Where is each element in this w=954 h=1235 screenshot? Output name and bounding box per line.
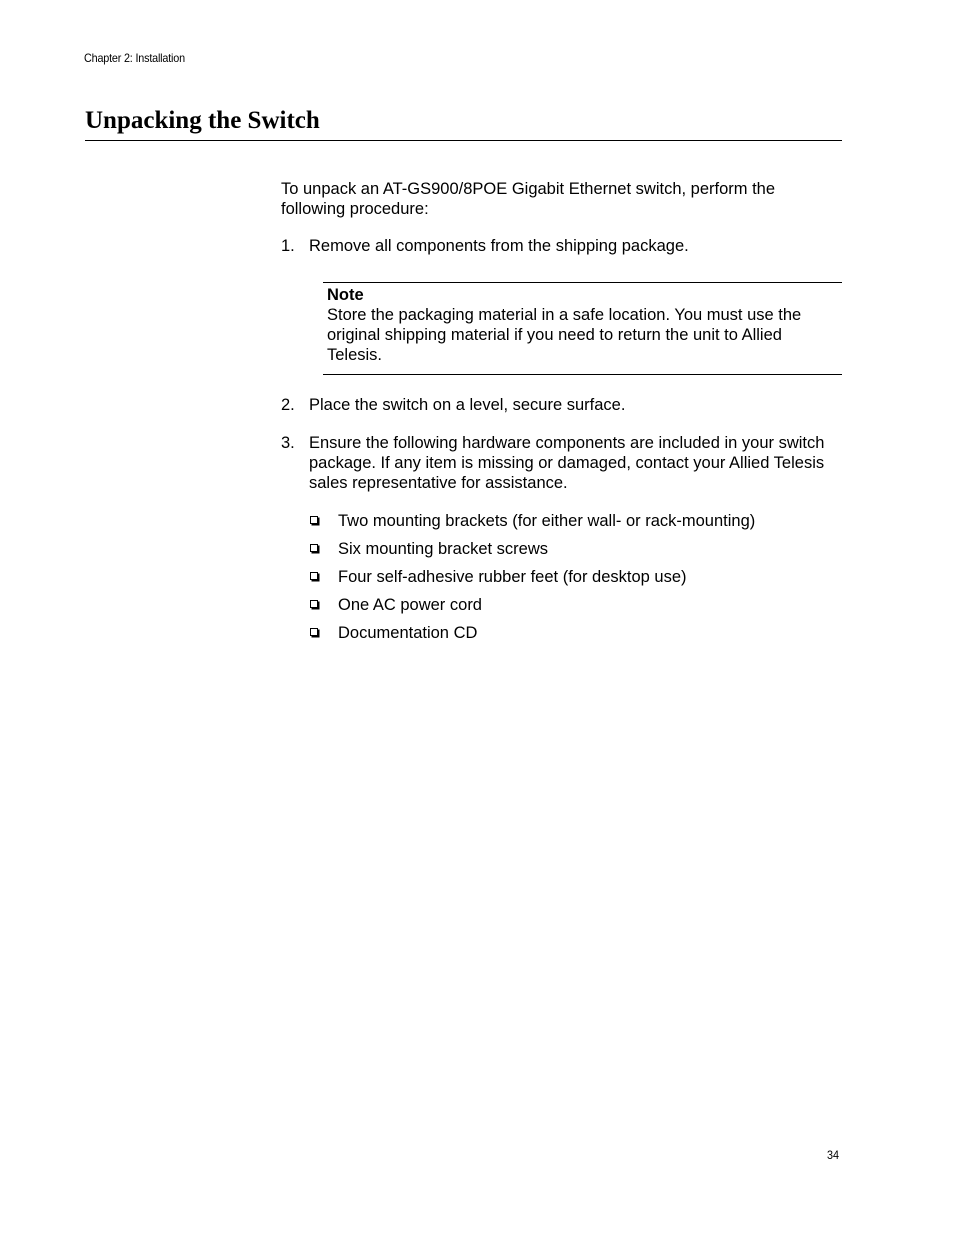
checkbox-bullet-icon xyxy=(310,600,318,608)
checkbox-bullet-icon xyxy=(310,628,318,636)
step-number: 2. xyxy=(281,396,295,414)
component-text: Documentation CD xyxy=(338,624,478,642)
component-text: One AC power cord xyxy=(338,596,482,614)
component-text: Four self-adhesive rubber feet (for desktop use) xyxy=(338,568,687,586)
note-box xyxy=(323,282,842,375)
step-number: 1. xyxy=(281,237,295,255)
component-text: Six mounting bracket screws xyxy=(338,540,548,558)
step-text: Place the switch on a level, secure surface. xyxy=(309,396,626,414)
section-title: Unpacking the Switch xyxy=(85,107,320,134)
page-number: 34 xyxy=(827,1148,840,1162)
component-list-item xyxy=(310,595,840,615)
checkbox-bullet-icon xyxy=(310,572,318,580)
component-list-item xyxy=(310,623,840,643)
component-list-item xyxy=(310,539,840,559)
checkbox-bullet-icon xyxy=(310,544,318,552)
step-text: Ensure the following hardware components are included in your switch package. If any item is missing or damaged, contact your Allied Telesis sales representative for assistance. xyxy=(309,434,825,492)
note-text: Store the packaging material in a safe location. You must use the original shipping material if you need to return the unit to Allied Telesis. xyxy=(327,306,802,364)
running-header: Chapter 2: Installation xyxy=(84,51,185,65)
component-list-item xyxy=(310,567,840,587)
note-label: Note xyxy=(327,286,364,304)
component-list-item xyxy=(310,511,840,531)
step-number: 3. xyxy=(281,434,295,452)
title-divider xyxy=(85,140,842,141)
intro-paragraph: To unpack an AT-GS900/8POE Gigabit Ethernet switch, perform the following procedure: xyxy=(281,180,776,218)
component-text: Two mounting brackets (for either wall- or rack-mounting) xyxy=(338,512,756,530)
step-text: Remove all components from the shipping package. xyxy=(309,237,689,255)
checkbox-bullet-icon xyxy=(310,516,318,524)
